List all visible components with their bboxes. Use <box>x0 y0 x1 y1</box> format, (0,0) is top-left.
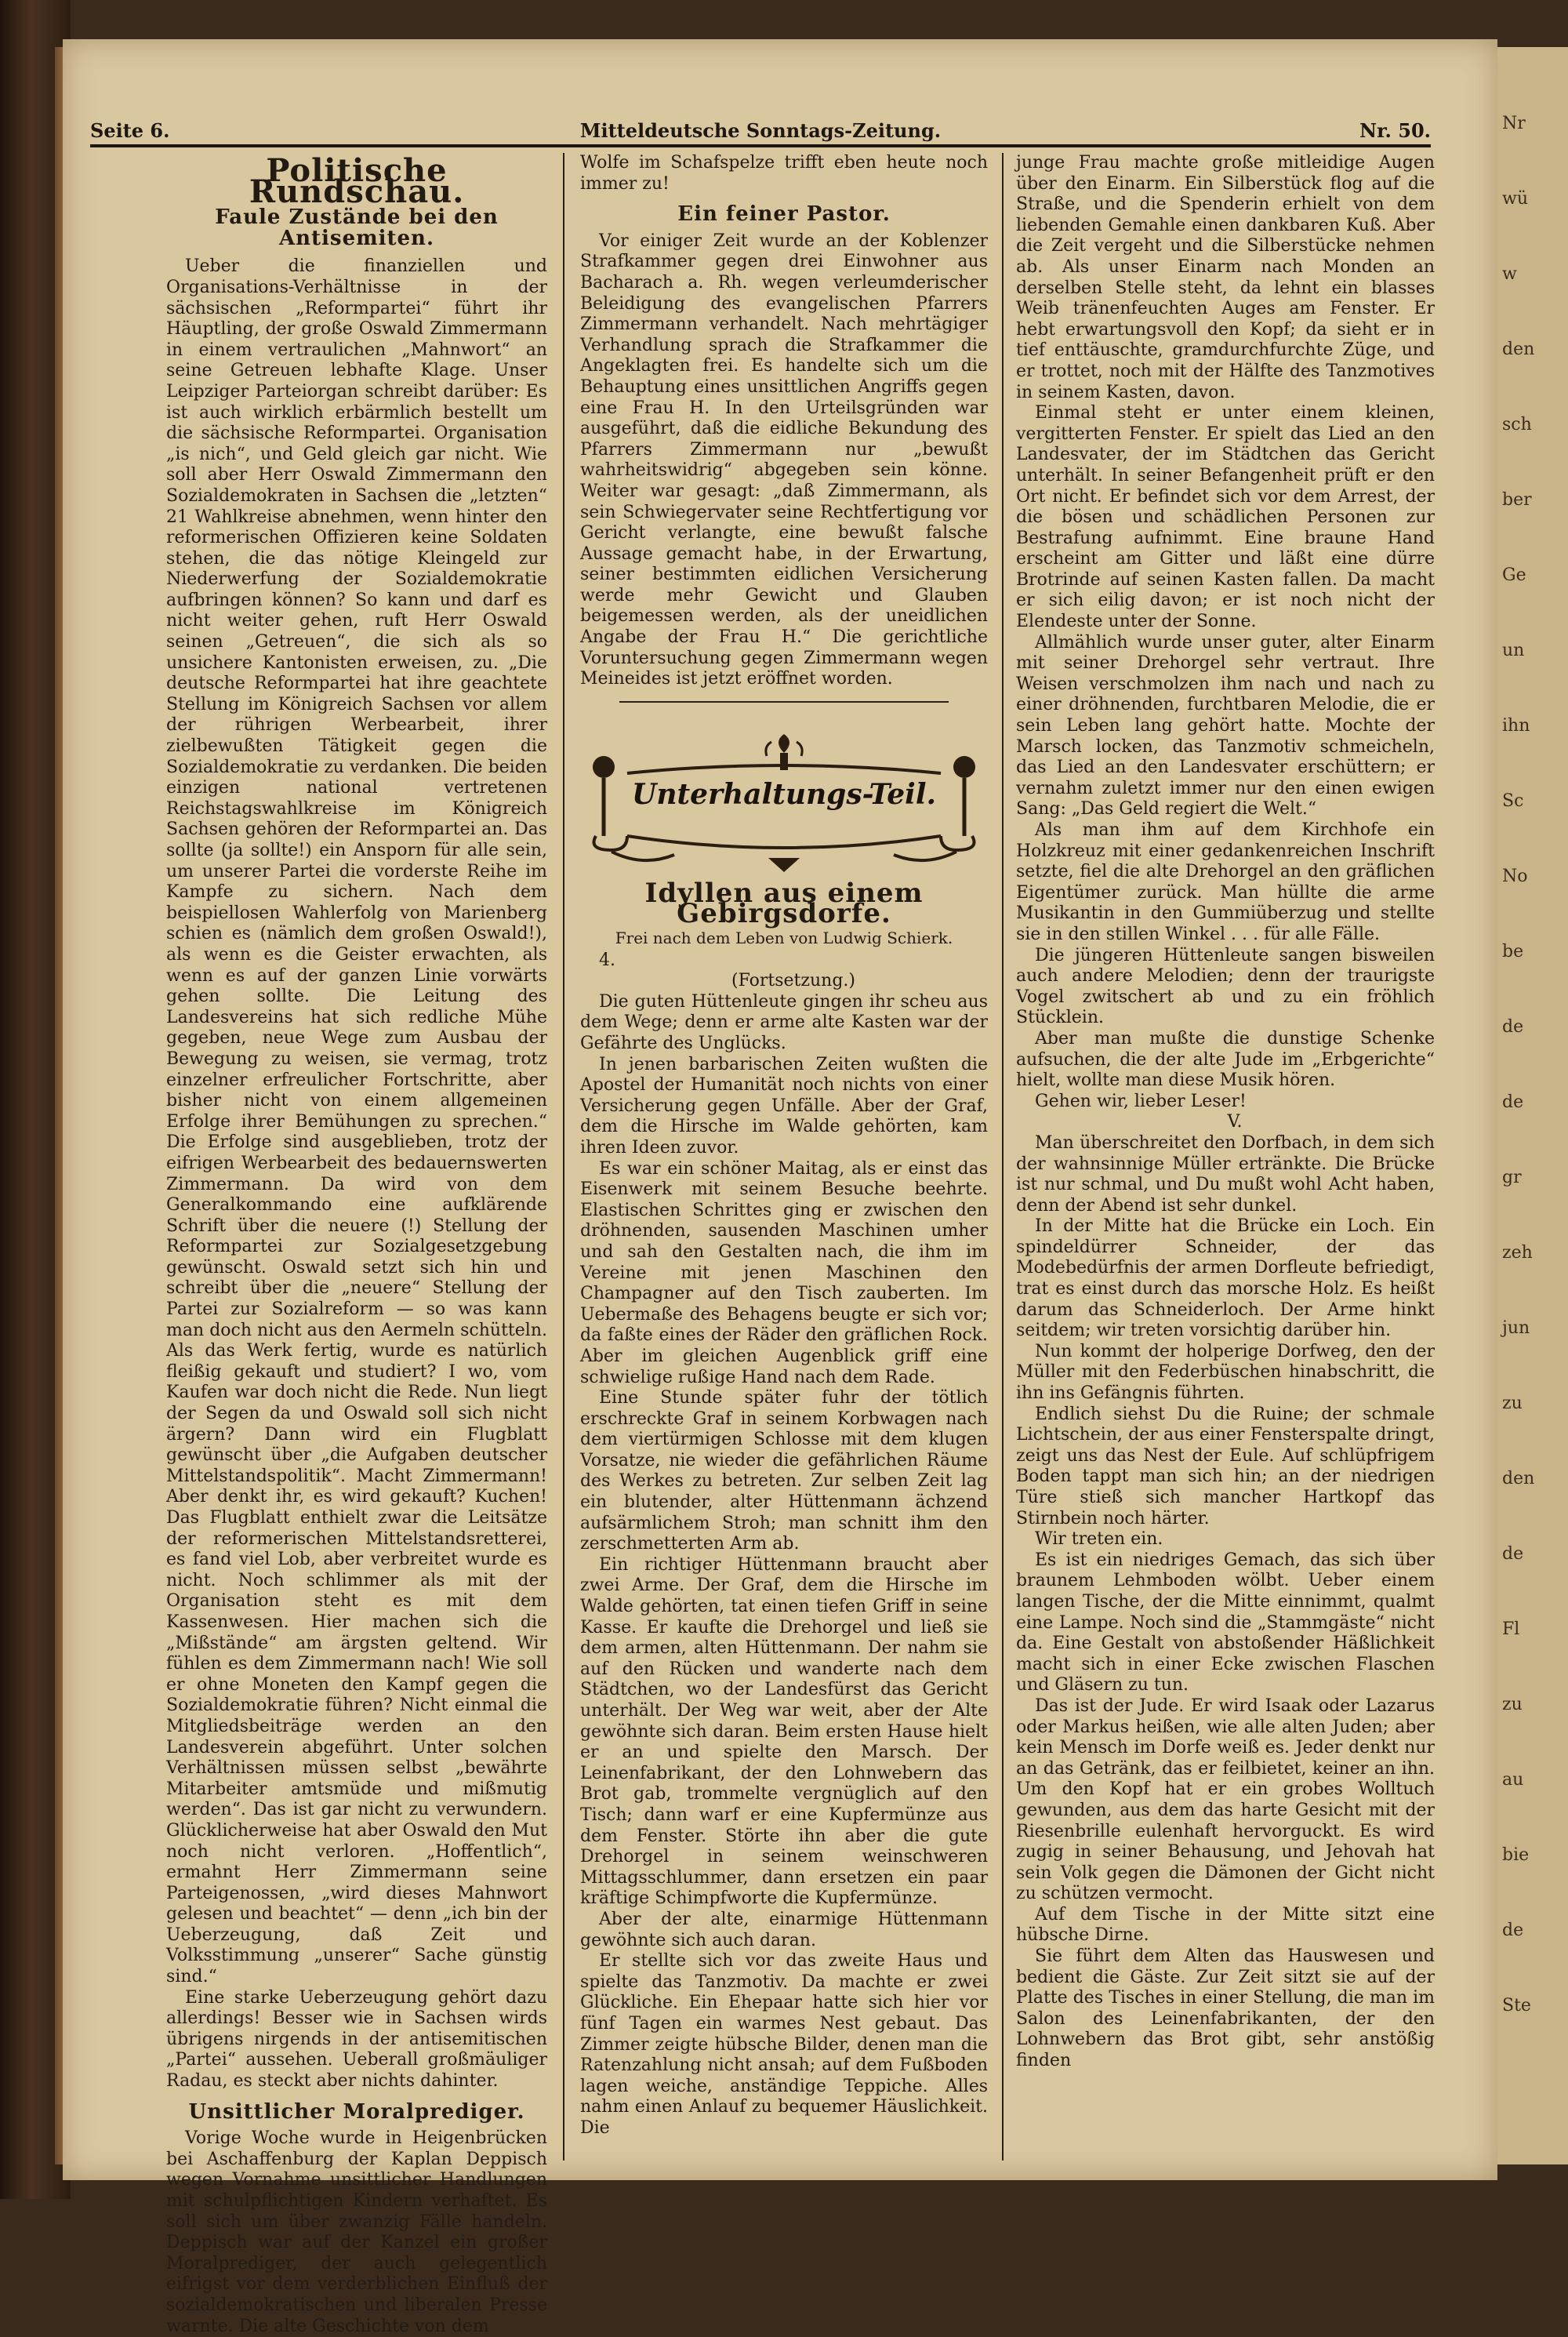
facing-page-text: ihn <box>1502 716 1530 736</box>
page-header <box>90 116 1431 144</box>
story-paragraph: Nun kommt der holperige Dorfweg, den der Müller mit den Federbüschen hinabschritt, die ihn ins Gefängnis führten. <box>1016 1341 1435 1404</box>
story-paragraph: Endlich siehst Du die Ruine; der schmale Lichtschein, der aus einer Fensterspalte dringt, zeigt uns das Nest der Eule. Auf schlüpfrigem Boden tappt man sich hin; an der niedrigen Türe stieß sich mancher Hartkopf das Stirnbein noch härter. <box>1016 1404 1435 1528</box>
story-paragraph: Einmal steht er unter einem kleinen, vergitterten Fenster. Er spielt das Lied an den Landesvater, der im Städtchen das Gericht unterhält. In seiner Befangenheit prüft er den Ort nicht. Er befindet sich vor dem Arrest, der die bösen und schädlichen Personen zur Bestrafung aufnimmt. Eine braune Hand erscheint am Gitter und läßt eine dürre Brotrinde auf seinen Kasten fallen. Da macht er sich eilig davon; er ist noch nicht der Elendeste unter der Sonne. <box>1016 403 1435 632</box>
facing-page-text: de <box>1502 1544 1524 1564</box>
story-paragraph: Auf dem Tische in der Mitte sitzt eine hübsche Dirne. <box>1016 1904 1435 1946</box>
story-paragraph: Die jüngeren Hüttenleute sangen bisweilen auch andere Melodien; denn der traurigste Vogel zwitschert ab und zu ein fröhlich Stücklein. <box>1016 945 1435 1028</box>
story-paragraph: Allmählich wurde unser guter, alter Einarm mit seiner Drehorgel sehr vertraut. Ihre Weisen verschmolzen ihm nach und nach zu einer dröhnenden, furchtbaren Melodie, die er sein Leben lang gehört hatte. Mochte der Marsch locken, das Tanzmotiv schmeicheln, das Lied an den Landesvater erschüttern; er vernahm zuletzt immer nur den einen ewigen Sang: „Das Geld regiert die Welt.“ <box>1016 632 1435 820</box>
column-1 <box>166 152 547 2336</box>
facing-page-text: ber <box>1502 490 1532 510</box>
issue-number: Nr. 50. <box>1359 119 1431 142</box>
facing-page-text: den <box>1502 340 1535 359</box>
story-paragraph: Er stellte sich vor das zweite Haus und spielte das Tanzmotiv. Da machte er zwei Glückliche. Ein Ehepaar hatte sich hier vor fünf Tagen ein warmes Nest gebaut. Das Zimmer zeigte hübsche Bilder, denen man die Ratenzahlung nicht ansah; auf dem Fußboden lagen weiche, anständige Teppiche. Alles nahm einen Anlauf zu bequemer Häuslichkeit. Die <box>580 1951 988 2138</box>
continuation-note: (Fortsetzung.) <box>731 971 855 991</box>
article-headline: Faule Zustände bei den Antisemiten. <box>215 205 499 250</box>
facing-page-text: au <box>1502 1770 1524 1790</box>
entertainment-banner <box>580 718 988 875</box>
story-paragraph: Gehen wir, lieber Leser! <box>1035 1091 1247 1111</box>
facing-page-text: den <box>1502 1469 1535 1488</box>
facing-page-text: Fl <box>1502 1619 1520 1639</box>
column-2 <box>580 153 988 2161</box>
facing-page-text: Ge <box>1502 565 1526 585</box>
story-paragraph: Eine Stunde später fuhr der tötlich erschreckte Graf in seinem Korbwagen nach dem viertürmigen Schlosse mit dem klugen Vorsatze, nie wieder die gefährlichen Räume des Werkes zu betreten. Zur selben Zeit lag ein blutender, alter Hüttenmann ächzend aufsärmlichem Stroh; man schnitt ihm den zerschmetterten Arm ab. <box>580 1388 988 1554</box>
chapter-number: V. <box>1227 1112 1243 1132</box>
facing-page-text: sch <box>1502 415 1532 434</box>
article-paragraph: Vorige Woche wurde in Heigenbrücken bei Aschaffenburg der Kaplan Deppisch wegen Vornahme unsittlicher Handlungen mit schulpflichtigen Kindern verhaftet. Es soll sich um über zwanzig Fälle handeln. Deppisch war auf der Kanzel ein großer Moralprediger, der auch gelegentlich eifrigst vor dem verderblichen Einfluß der sozialdemokratischen und liberalen Presse warnte. Die alte Geschichte von dem <box>166 2128 547 2336</box>
story-paragraph: Ein richtiger Hüttenmann braucht aber zwei Arme. Der Graf, dem die Hirsche im Walde gehörten, tat einen tiefen Griff in seine Kasse. Er kaufte die Drehorgel und ließ sie dem armen, alten Hüttenmann. Der nahm sie auf den Rücken und wanderte nach dem Städtchen, wo der Landesfürst das Gericht unterhält. Der Weg war weit, aber der Alte gewöhnte sich daran. Beim ersten Hause hielt er an und spielte den Marsch. Der Leinenfabrikant, der den Lohnwebern das Brot gab, trommelte vergnüglich auf den Tisch; dann warf er eine Kupfermünze aus dem Fenster. Störte ihn aber die gute Drehorgel in seinem weinschweren Mittagsschlummer, dann ersetzen ein paar kräftige Schimpfworte die Kupfermünze. <box>580 1554 988 1909</box>
facing-page-text: bie <box>1502 1845 1530 1865</box>
story-paragraph: Als man ihm auf dem Kirchhofe ein Holzkreuz mit einer gedankenreichen Inschrift setzte, fiel die alte Drehorgel an den gräflichen Eigentümer zurück. Man hüllte die arme Musikantin in den Gummiüberzug und stellte sie in den stillen Winkel . . . für alle Fälle. <box>1016 820 1435 944</box>
facing-page-text: zeh <box>1502 1243 1533 1263</box>
section-heading: Politische Rundschau. <box>249 152 465 210</box>
header-rule <box>90 144 1431 147</box>
article-paragraph: Vor einiger Zeit wurde an der Koblenzer Strafkammer gegen drei Einwohner aus Bacharach a. Rh. wegen verleumderischer Beleidigung des evangelischen Pfarrers Zimmermann verhandelt. Nach mehrtägiger Verhandlung sprach die Strafkammer die Angeklagten frei. Es handelte sich um die Behauptung eines unsittlichen Angriffs gegen eine Frau H. In den Urteilsgründen war ausgeführt, daß die eidliche Bekundung des Pfarrers Zimmermann nur „bewußt wahrheitswidrig“ abgegeben sein könne. Weiter war gesagt: „daß Zimmermann, als sein Schwiegervater seine Rechtfertigung vor Gericht verlangte, eine bewußt falsche Aussage gemacht habe, in der Erwartung, seiner bestimmten eidlichen Versicherung werde mehr Gewicht und Glauben beigemessen werden, als der uneidlichen Angabe der Frau H.“ Die gerichtliche Voruntersuchung gegen Zimmermann wegen Meineides ist jetzt eröffnet worden. <box>580 231 988 689</box>
column-divider <box>1002 153 1004 2161</box>
story-paragraph: Die guten Hüttenleute gingen ihr scheu aus dem Wege; denn er arme alte Kasten war der Gefährte des Unglücks. <box>580 991 988 1053</box>
facing-page-text: Ste <box>1502 1996 1531 2015</box>
facing-page-text: zu <box>1502 1695 1523 1714</box>
facing-page-text: w <box>1502 264 1517 284</box>
newspaper-title: Mitteldeutsche Sonntags-Zeitung. <box>579 119 942 142</box>
article-paragraph: Ueber die finanziellen und Organisations-Verhältnisse in der sächsischen „Reformpartei“ führt ihr Häuptling, der große Oswald Zimmermann in einem vertraulichen „Mahnwort“ an seine Getreuen lebhafte Klage. Unser Leipziger Parteiorgan schreibt darüber: Es ist auch wirklich erbärmlich bestellt um die sächsische Reformpartei. Organisation „is nich“, und Geld gleich gar nicht. Wie soll aber Herr Oswald Zimmermann den Sozialdemokraten in Sachsen die „letzten“ 21 Wahlkreise abnehmen, wenn hinter den reformerischen Offizieren keine Soldaten stehen, die das nötige Kleingeld zur Niederwerfung der Sozialdemokratie aufbringen können? So kann und darf es nicht weiter gehen, ruft Herr Oswald seinen „Getreuen“, die sich als so unsichere Kantonisten erweisen, zu. „Die deutsche Reformpartei hat ihre geachtete Stellung im Königreich Sachsen vor allem der rührigen Werbearbeit, ihrer zielbewußten Tätigkeit gegen die Sozialdemokratie zu verdanken. Die beiden einzigen national vertretenen Reichstagswahlkreise im Königreich Sachsen gehören der Reformpartei an. Das sollte (ja sollte!) ein Ansporn für alle sein, um unserer Partei die vorderste Reihe im Kampfe zu sichern. Nach dem beispiellosen Wahlerfolg von Marienberg schien es (nämlich dem großen Oswald!), als wenn es die Geister erwachten, als wenn es auf der ganzen Linie vorwärts gehen sollte. Die Leitung des Landesvereins hat sich redliche Mühe gegeben, neue Wege zum Ausbau der Bewegung zu weisen, sie vermag, trotz einzelner erfreulicher Fortschritte, aber bisher nicht von einem allgemeinen Erfolge ihrer Bemühungen zu sprechen.“ Die Erfolge sind ausgeblieben, trotz der eifrigen Werbearbeit des bedauernswerten Zimmermann. Da wird von dem Generalkommando eine aufklärende Schrift über die neuere (!) Stellung der Reformpartei zur Sozialgesetzgebung gewünscht. Oswald setzt sich hin und schreibt über die „neuere“ Stellung der Partei zur Sozialreform — so was kann man doch nicht aus den Aermeln schütteln. Als das Werk fertig, wurde es natürlich fleißig gekauft und studiert? I wo, vom Kaufen war doch nicht die Rede. Nun liegt der Segen da und Oswald soll sich nicht ärgern? Dann wird ein Flugblatt gewünscht über „die Aufgaben deutscher Mittelstandspolitik“. Macht Zimmermann! Aber denkt ihr, es wird gekauft? Kuchen! Das Flugblatt enthielt zwar die Leitsätze der reformerischen Mittelstandsretterei, es fand viel Lob, aber verbreitet wurde es nicht. Noch schlimmer als mit der Organisation steht es mit dem Kassenwesen. Hier machen sich die „Mißstände“ am ärgsten geltend. Wir fühlen es dem Zimmermann nach! Wie soll er ohne Moneten den Kampf gegen die Sozialdemokratie führen? Nicht einmal die Mitgliedsbeiträge werden an den Landesverein abgeführt. Unter solchen Verhältnissen müssen selbst „bewährte Mitarbeiter amtsmüde und mißmutig werden“. Das ist gar nicht zu verwundern. Glücklicherweise hat aber Oswald den Mut noch nicht verloren. „Hoffentlich“, ermahnt Herr Zimmermann seine Parteigenossen, „wird dieses Mahnwort gelesen und beachtet“ — denn „ich bin der Ueberzeugung, daß Zeit und Volksstimmung „unserer“ Sache günstig sind.“ <box>166 256 547 1987</box>
chapter-number: 4. <box>599 950 615 970</box>
facing-page-text: be <box>1502 942 1524 961</box>
column-3 <box>1016 153 1435 2161</box>
story-byline: Frei nach dem Leben von Ludwig Schierk. <box>615 929 953 948</box>
story-title: Idyllen aus einem Gebirgsdorfe. <box>644 877 924 930</box>
facing-page-text: de <box>1502 1017 1524 1037</box>
story-paragraph: Man überschreitet den Dorfbach, in dem sich der wahnsinnige Müller ertränkte. Die Brücke ist nur schmal, und Du mußt wohl Acht haben, denn der Abend ist sehr dunkel. <box>1016 1132 1435 1216</box>
story-paragraph: Aber man mußte die dunstige Schenke aufsuchen, die der alte Jude im „Erbgerichte“ hielt, wollte man diese Musik hören. <box>1016 1028 1435 1091</box>
facing-page-text: Nr <box>1502 114 1526 133</box>
story-paragraph: Wir treten ein. <box>1035 1529 1163 1550</box>
story-paragraph: Es ist ein niedriges Gemach, das sich über braunem Lehmboden wölbt. Ueber einem langen Tische, der die Mitte einnimmt, qualmt eine Lampe. Noch sind die „Stammgäste“ nicht da. Eine Gestalt von abstoßender Häßlichkeit macht sich in einer Ecke zwischen Flaschen und Gläsern zu tun. <box>1016 1550 1435 1696</box>
facing-page-text: zu <box>1502 1394 1523 1413</box>
story-paragraph: In der Mitte hat die Brücke ein Loch. Ein spindeldürrer Schneider, der das Modebedürfnis der armen Dorfleute befriedigt, trat es einst durch das morsche Holz. Es heißt darum das Schneiderloch. Der Arme hinkt seitdem; wir treten vorsichtig darüber hin. <box>1016 1216 1435 1341</box>
facing-page-text: Sc <box>1502 791 1524 811</box>
column-divider <box>563 153 564 2161</box>
story-paragraph: Das ist der Jude. Er wird Isaak oder Lazarus oder Markus heißen, wie alle alten Juden; aber kein Mensch im Dorfe weiß es. Jeder denkt nur an das Getränk, das er feilbietet, keiner an ihn. Um den Kopf hat er ein grobes Wolltuch gewunden, aus dem das harte Gesicht mit der Riesenbrille eulenhaft hervorguckt. Es wird zugig in seiner Behausung, und Jehovah hat sein Volk gegen die Dämonen der Gicht nicht zu schützen vermocht. <box>1016 1696 1435 1904</box>
article-paragraph: Wolfe im Schafspelze trifft eben heute noch immer zu! <box>580 153 988 194</box>
facing-page-text: wü <box>1502 189 1528 209</box>
facing-page-text: jun <box>1502 1318 1530 1338</box>
story-paragraph: Sie führt dem Alten das Hauswesen und bedient die Gäste. Zur Zeit sitzt sie auf der Platte des Tisches in einer Stellung, die man im Salon des Leinenfabrikanten, der den Lohnwebern das Brot gibt, sehr anstößig finden <box>1016 1946 1435 2071</box>
story-paragraph: Es war ein schöner Maitag, als er einst das Eisenwerk mit seinem Besuche beehrte. Elastischen Schrittes ging er zwischen den dröhnenden, sausenden Maschinen umher und sah den Gestalten nach, die ihm im Vereine mit jenen Maschinen den Champagner auf den Tisch zauberten. Im Uebermaße des Behagens beugte er sich vor; da faßte eines der Räder den gräflichen Rock. Aber im gleichen Augenblick griff eine schwielige rußige Hand nach dem Rade. <box>580 1158 988 1387</box>
facing-page-text: un <box>1502 641 1525 660</box>
facing-page-text: de <box>1502 1092 1524 1112</box>
section-divider <box>619 701 949 703</box>
story-paragraph: junge Frau machte große mitleidige Augen über den Einarm. Ein Silberstück flog auf die Straße, und die Spenderin erhielt von dem liebenden Gemahle einen dankbaren Kuß. Aber die Zeit vergeht und die Silberstücke nehmen ab. Als unser Einarm nach Monden an derselben Stelle steht, da lehnt ein blasses Weib tränenfeuchten Auges am Fenster. Er hebt erwartungsvoll den Kopf; da sieht er in tief enttäuschte, gramdurchfurchte Züge, und er trottet, noch mit der Hälfte des Tanzmotives in seinem Kasten, davon. <box>1016 153 1435 402</box>
facing-page-text: gr <box>1502 1168 1522 1187</box>
article-headline: Ein feiner Pastor. <box>677 202 891 227</box>
page-number: Seite 6. <box>90 119 170 142</box>
facing-page-text: No <box>1502 867 1528 886</box>
article-headline: Unsittlicher Moralprediger. <box>188 2099 525 2124</box>
facing-page-fragment <box>1490 47 1568 2164</box>
article-paragraph: Eine starke Ueberzeugung gehört dazu allerdings! Besser wie in Sachsen wirds übrigens nirgends in der antisemitischen „Partei“ aussehen. Ueberall großmäuliger Radau, es steckt aber nichts dahinter. <box>166 1987 547 2092</box>
story-paragraph: Aber der alte, einarmige Hüttenmann gewöhnte sich auch daran. <box>580 1909 988 1950</box>
facing-page-text: de <box>1502 1921 1524 1940</box>
banner-title: Unterhaltungs-Teil. <box>631 777 937 811</box>
story-paragraph: In jenen barbarischen Zeiten wußten die Apostel der Humanität noch nichts von einer Versicherung gegen Unfälle. Aber der Graf, dem die Hirsche im Walde gehörten, kam ihren Ideen zuvor. <box>580 1054 988 1158</box>
